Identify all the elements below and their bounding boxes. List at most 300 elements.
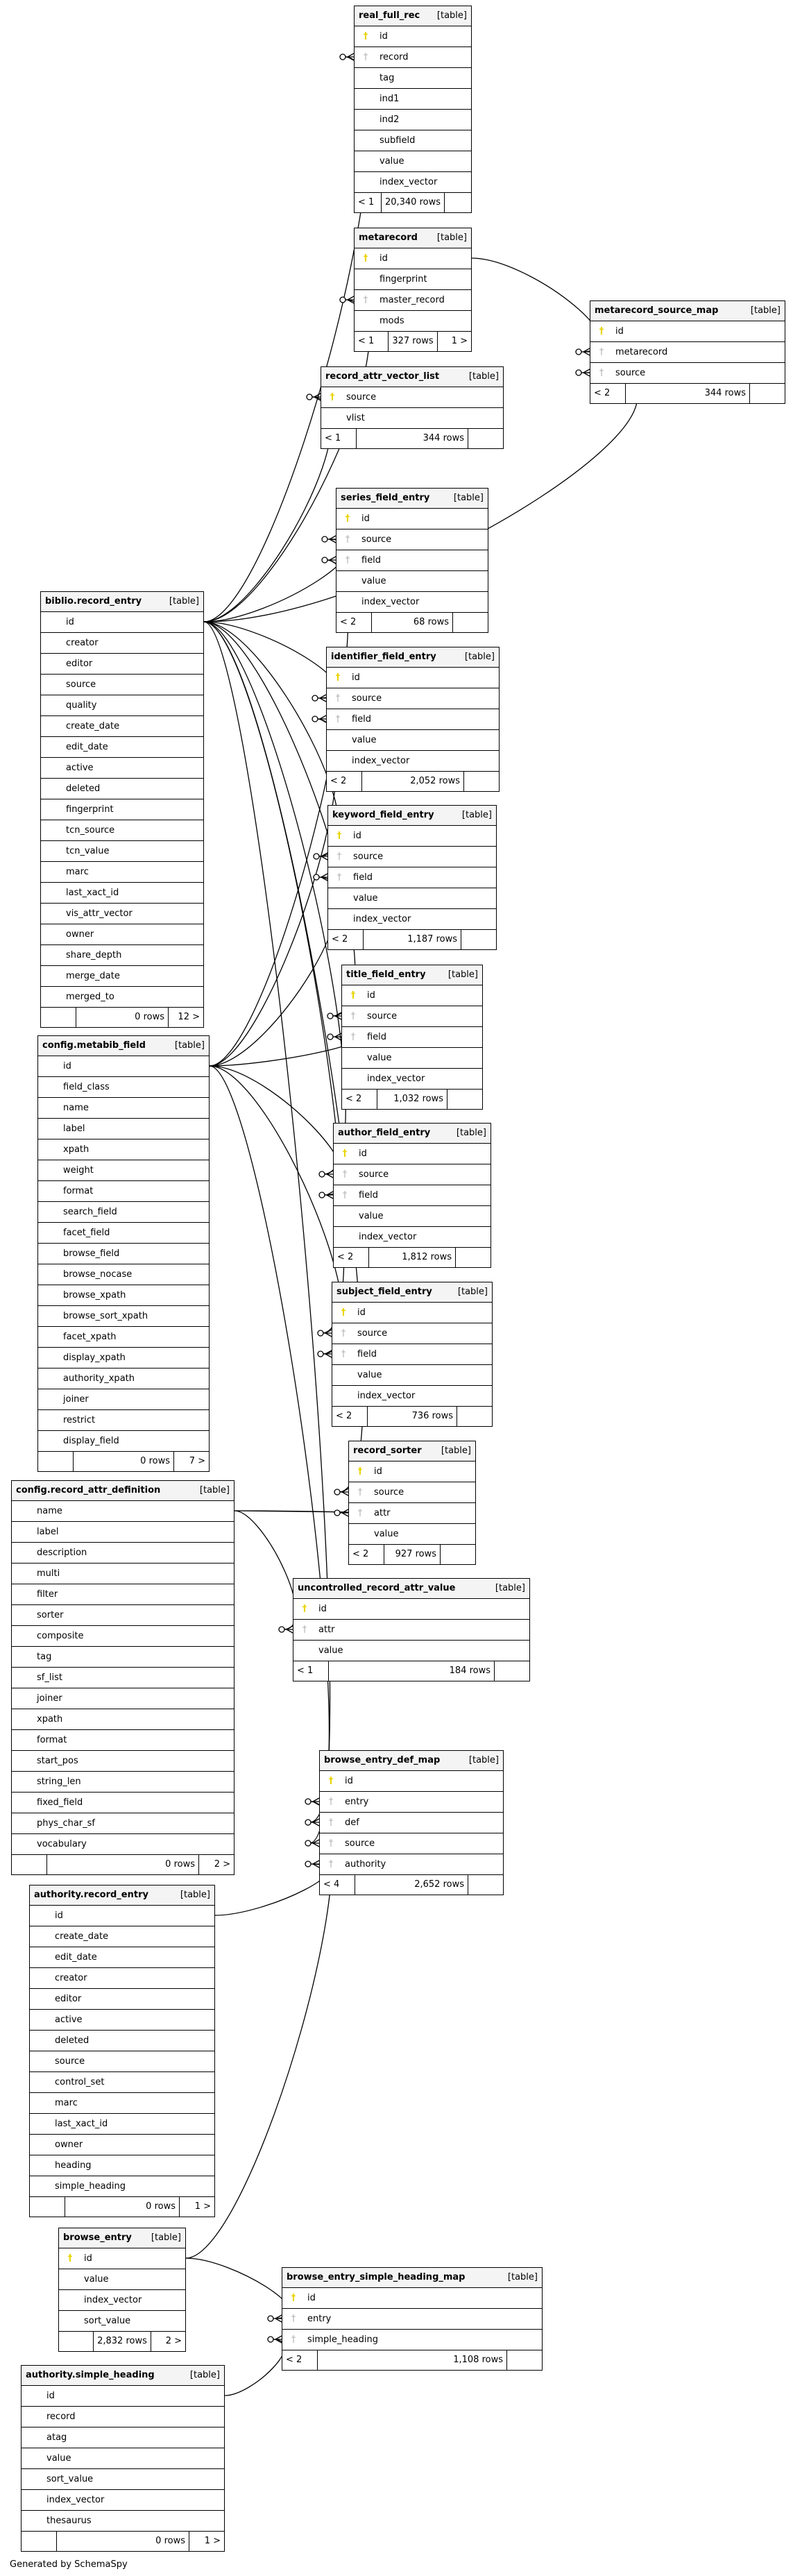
column-row[interactable] bbox=[41, 758, 203, 779]
primary-key-icon: † bbox=[363, 31, 368, 42]
table-browse-entry[interactable] bbox=[58, 2228, 186, 2352]
table-uncontrolled-record-attr-value[interactable] bbox=[293, 1578, 530, 1681]
column-row[interactable] bbox=[41, 883, 203, 904]
column-name: description bbox=[37, 1548, 87, 1558]
optional-marker bbox=[312, 695, 318, 701]
column-name: source bbox=[359, 1169, 389, 1180]
optional-marker bbox=[327, 1034, 333, 1040]
column-name: editor bbox=[66, 659, 93, 669]
relationship-line bbox=[210, 877, 339, 1066]
column-row[interactable] bbox=[349, 1482, 475, 1503]
parents-count: < 2 bbox=[590, 384, 626, 403]
table-footer bbox=[59, 2332, 185, 2351]
column-row[interactable] bbox=[334, 1185, 491, 1206]
optional-marker bbox=[334, 1489, 340, 1495]
column-row[interactable] bbox=[22, 2427, 224, 2448]
foreign-key-icon: † bbox=[335, 714, 341, 724]
column-name: label bbox=[63, 1124, 85, 1134]
table-identifier-field-entry[interactable] bbox=[326, 647, 500, 792]
column-row[interactable] bbox=[38, 1264, 209, 1285]
column-row[interactable] bbox=[355, 47, 471, 68]
column-name: id bbox=[66, 617, 74, 627]
relationship-line bbox=[186, 2258, 290, 2319]
column-row[interactable] bbox=[349, 1461, 475, 1482]
column-row[interactable] bbox=[12, 1688, 234, 1709]
column-name: field bbox=[357, 1349, 377, 1359]
column-row[interactable] bbox=[41, 695, 203, 716]
column-row[interactable] bbox=[328, 909, 496, 930]
column-name: index_vector bbox=[357, 1391, 416, 1401]
column-row[interactable] bbox=[342, 1069, 482, 1090]
table-name: real_full_rec bbox=[359, 10, 420, 21]
column-row[interactable] bbox=[30, 1906, 214, 1926]
table-footer bbox=[12, 1855, 234, 1874]
column-row[interactable] bbox=[41, 716, 203, 737]
column-row[interactable] bbox=[22, 2490, 224, 2511]
table-name: identifier_field_entry bbox=[331, 652, 436, 662]
column-name: edit_date bbox=[66, 742, 108, 752]
table-real-full-rec[interactable] bbox=[354, 6, 472, 213]
table-authority-record-entry[interactable] bbox=[29, 1885, 215, 2217]
column-row[interactable] bbox=[12, 1647, 234, 1668]
table-header bbox=[328, 806, 496, 826]
column-row[interactable] bbox=[590, 363, 785, 384]
column-name: value bbox=[367, 1053, 392, 1063]
column-row[interactable] bbox=[12, 1626, 234, 1647]
column-row[interactable] bbox=[334, 1227, 491, 1248]
table-metarecord-source-map[interactable] bbox=[590, 300, 785, 404]
column-name: format bbox=[37, 1735, 67, 1745]
column-row[interactable] bbox=[332, 1344, 492, 1365]
column-name: deleted bbox=[66, 783, 101, 794]
column-row[interactable] bbox=[282, 2330, 542, 2350]
table-type-label: [table] bbox=[456, 1128, 486, 1138]
column-name: creator bbox=[55, 1973, 87, 1983]
table-name: subject_field_entry bbox=[336, 1287, 432, 1297]
column-row[interactable] bbox=[12, 1584, 234, 1605]
table-name: browse_entry_def_map bbox=[324, 1755, 441, 1765]
column-name: create_date bbox=[66, 721, 120, 731]
column-row[interactable] bbox=[38, 1056, 209, 1077]
table-header bbox=[30, 1886, 214, 1906]
optional-marker bbox=[305, 1820, 311, 1825]
column-row[interactable] bbox=[12, 1543, 234, 1564]
primary-key-icon: † bbox=[330, 392, 335, 402]
column-row[interactable] bbox=[59, 2248, 185, 2269]
column-row[interactable] bbox=[336, 571, 488, 592]
table-type-label: [table] bbox=[464, 652, 495, 662]
relationship-line bbox=[210, 719, 337, 1066]
column-name: fixed_field bbox=[37, 1797, 83, 1808]
table-subject-field-entry[interactable] bbox=[332, 1282, 493, 1427]
column-row[interactable] bbox=[332, 1303, 492, 1323]
table-type-label: [table] bbox=[169, 596, 199, 607]
table-type-label: [table] bbox=[174, 1040, 205, 1051]
column-row[interactable] bbox=[328, 847, 496, 867]
optional-marker bbox=[576, 370, 581, 375]
primary-key-icon: † bbox=[599, 326, 604, 337]
column-name: display_field bbox=[63, 1436, 119, 1446]
column-row[interactable] bbox=[30, 2155, 214, 2176]
column-row[interactable] bbox=[12, 1709, 234, 1730]
table-footer bbox=[38, 1452, 209, 1471]
foreign-key-icon: † bbox=[335, 693, 341, 704]
table-type-label: [table] bbox=[461, 810, 492, 820]
column-row[interactable] bbox=[12, 1751, 234, 1772]
table-config-record-attr-definition[interactable] bbox=[11, 1480, 235, 1875]
column-row[interactable] bbox=[38, 1431, 209, 1452]
column-row[interactable] bbox=[30, 2072, 214, 2093]
column-name: label bbox=[37, 1527, 59, 1537]
foreign-key-icon: † bbox=[350, 1032, 356, 1042]
table-header bbox=[349, 1441, 475, 1461]
column-row[interactable] bbox=[336, 509, 488, 529]
column-row[interactable] bbox=[38, 1327, 209, 1348]
column-row[interactable] bbox=[334, 1164, 491, 1185]
table-type-label: [table] bbox=[468, 1755, 499, 1765]
column-row[interactable] bbox=[328, 826, 496, 847]
row-count: 1,812 rows bbox=[369, 1248, 456, 1267]
column-row[interactable] bbox=[38, 1160, 209, 1181]
children-count bbox=[461, 930, 496, 949]
column-row[interactable] bbox=[12, 1522, 234, 1543]
column-name: entry bbox=[345, 1797, 369, 1807]
column-row[interactable] bbox=[328, 888, 496, 909]
column-row[interactable] bbox=[349, 1524, 475, 1545]
column-row[interactable] bbox=[327, 709, 499, 730]
table-author-field-entry[interactable] bbox=[333, 1123, 491, 1268]
column-name: owner bbox=[66, 929, 94, 940]
table-name: series_field_entry bbox=[341, 493, 430, 503]
column-row[interactable] bbox=[293, 1620, 529, 1641]
table-config-metabib-field[interactable] bbox=[37, 1035, 210, 1472]
column-name: source bbox=[361, 534, 392, 545]
children-count bbox=[456, 1248, 491, 1267]
table-header bbox=[590, 301, 785, 321]
table-header bbox=[336, 489, 488, 509]
optional-marker bbox=[305, 1840, 311, 1846]
column-name: source bbox=[66, 679, 96, 690]
column-row[interactable] bbox=[282, 2288, 542, 2309]
column-row[interactable] bbox=[38, 1368, 209, 1389]
column-row[interactable] bbox=[590, 321, 785, 342]
column-row[interactable] bbox=[355, 89, 471, 110]
table-name: author_field_entry bbox=[338, 1128, 431, 1138]
column-row[interactable] bbox=[22, 2448, 224, 2469]
table-type-label: [table] bbox=[453, 493, 484, 503]
column-row[interactable] bbox=[38, 1244, 209, 1264]
table-browse-entry-simple-heading-map[interactable] bbox=[282, 2267, 543, 2371]
column-row[interactable] bbox=[41, 987, 203, 1008]
column-row[interactable] bbox=[282, 2309, 542, 2330]
column-row[interactable] bbox=[320, 1771, 503, 1792]
children-count bbox=[445, 193, 471, 212]
children-count: 2 > bbox=[214, 1859, 230, 1870]
row-count: 0 rows bbox=[47, 1855, 199, 1874]
column-row[interactable] bbox=[30, 2051, 214, 2072]
column-row[interactable] bbox=[327, 751, 499, 772]
column-row[interactable] bbox=[41, 633, 203, 654]
column-name: phys_char_sf bbox=[37, 1818, 96, 1829]
children-count bbox=[468, 1875, 503, 1895]
column-name: id bbox=[361, 514, 370, 524]
column-row[interactable] bbox=[320, 1854, 503, 1875]
column-row[interactable] bbox=[355, 311, 471, 332]
parents-count: < 2 bbox=[334, 1248, 369, 1267]
column-row[interactable] bbox=[38, 1139, 209, 1160]
column-row[interactable] bbox=[38, 1202, 209, 1223]
table-metarecord[interactable] bbox=[354, 228, 472, 352]
column-row[interactable] bbox=[355, 151, 471, 172]
table-header bbox=[332, 1282, 492, 1303]
column-row[interactable] bbox=[349, 1503, 475, 1524]
column-row[interactable] bbox=[38, 1181, 209, 1202]
column-row[interactable] bbox=[22, 2407, 224, 2427]
foreign-key-icon: † bbox=[328, 1838, 334, 1849]
children-count bbox=[457, 1407, 492, 1426]
optional-marker bbox=[327, 1013, 333, 1019]
table-browse-entry-def-map[interactable] bbox=[319, 1750, 504, 1895]
column-row[interactable] bbox=[12, 1564, 234, 1584]
column-row[interactable] bbox=[30, 2176, 214, 2197]
foreign-key-icon: † bbox=[336, 851, 342, 862]
column-row[interactable] bbox=[30, 2093, 214, 2114]
table-footer bbox=[334, 1248, 491, 1267]
column-row[interactable] bbox=[41, 654, 203, 675]
column-name: source bbox=[352, 693, 382, 704]
column-name: xpath bbox=[37, 1714, 63, 1725]
column-row[interactable] bbox=[342, 1048, 482, 1069]
table-keyword-field-entry[interactable] bbox=[327, 805, 497, 950]
column-name: sort_value bbox=[46, 2474, 94, 2484]
column-name: index_vector bbox=[380, 177, 438, 187]
column-row[interactable] bbox=[321, 408, 503, 429]
row-count: 1,032 rows bbox=[377, 1090, 447, 1109]
foreign-key-icon: † bbox=[336, 872, 342, 883]
column-row[interactable] bbox=[332, 1323, 492, 1344]
column-name: browse_xpath bbox=[63, 1290, 126, 1300]
column-name: format bbox=[63, 1186, 94, 1196]
column-name: value bbox=[361, 576, 386, 586]
foreign-key-icon: † bbox=[599, 368, 604, 378]
column-row[interactable] bbox=[336, 550, 488, 571]
table-biblio-record-entry[interactable] bbox=[40, 591, 204, 1028]
column-name: attr bbox=[374, 1508, 391, 1518]
column-name: id bbox=[615, 326, 624, 337]
column-name: facet_xpath bbox=[63, 1332, 117, 1342]
column-row[interactable] bbox=[355, 172, 471, 193]
column-row[interactable] bbox=[38, 1348, 209, 1368]
table-series-field-entry[interactable] bbox=[336, 488, 488, 633]
column-row[interactable] bbox=[30, 1968, 214, 1989]
column-name: active bbox=[55, 2015, 83, 2025]
column-row[interactable] bbox=[38, 1389, 209, 1410]
column-row[interactable] bbox=[12, 1730, 234, 1751]
foreign-key-icon: † bbox=[357, 1487, 363, 1498]
parents-count: < 1 bbox=[355, 193, 382, 212]
column-row[interactable] bbox=[320, 1813, 503, 1833]
children-count: 1 > bbox=[194, 2201, 211, 2212]
column-name: value bbox=[84, 2274, 109, 2285]
column-row[interactable] bbox=[342, 1006, 482, 1027]
column-row[interactable] bbox=[38, 1306, 209, 1327]
column-row[interactable] bbox=[22, 2511, 224, 2532]
column-row[interactable] bbox=[321, 387, 503, 408]
table-footer bbox=[355, 193, 471, 212]
column-row[interactable] bbox=[38, 1077, 209, 1098]
column-row[interactable] bbox=[327, 730, 499, 751]
column-row[interactable] bbox=[59, 2290, 185, 2311]
table-title-field-entry[interactable] bbox=[341, 965, 483, 1110]
column-name: sorter bbox=[37, 1610, 64, 1620]
optional-marker bbox=[314, 854, 319, 859]
table-footer bbox=[41, 1008, 203, 1027]
table-type-label: [table] bbox=[468, 371, 499, 382]
column-row[interactable] bbox=[41, 904, 203, 924]
table-footer bbox=[321, 429, 503, 448]
column-row[interactable] bbox=[41, 779, 203, 799]
column-row[interactable] bbox=[30, 2010, 214, 2031]
column-row[interactable] bbox=[293, 1599, 529, 1620]
primary-key-icon: † bbox=[341, 1307, 346, 1318]
column-row[interactable] bbox=[59, 2269, 185, 2290]
column-name: index_vector bbox=[359, 1232, 417, 1242]
foreign-key-icon: † bbox=[328, 1859, 334, 1870]
optional-marker bbox=[307, 394, 312, 400]
column-row[interactable] bbox=[41, 966, 203, 987]
column-row[interactable] bbox=[22, 2386, 224, 2407]
column-name: merged_to bbox=[66, 992, 114, 1002]
children-count: 2 > bbox=[165, 2336, 182, 2346]
column-row[interactable] bbox=[12, 1793, 234, 1813]
column-row[interactable] bbox=[355, 68, 471, 89]
table-name: browse_entry bbox=[63, 2232, 132, 2243]
column-name: attr bbox=[318, 1625, 335, 1635]
column-row[interactable] bbox=[355, 269, 471, 290]
column-row[interactable] bbox=[38, 1098, 209, 1119]
row-count: 1,187 rows bbox=[364, 930, 461, 949]
column-row[interactable] bbox=[328, 867, 496, 888]
optional-marker bbox=[319, 1171, 325, 1177]
table-footer bbox=[328, 930, 496, 949]
column-row[interactable] bbox=[293, 1641, 529, 1661]
foreign-key-icon: † bbox=[599, 347, 604, 357]
column-name: value bbox=[357, 1370, 382, 1380]
column-row[interactable] bbox=[355, 130, 471, 151]
foreign-key-icon: † bbox=[350, 1011, 356, 1022]
column-row[interactable] bbox=[30, 2135, 214, 2155]
parents-count: < 2 bbox=[332, 1407, 368, 1426]
column-row[interactable] bbox=[22, 2469, 224, 2490]
column-row[interactable] bbox=[38, 1285, 209, 1306]
column-row[interactable] bbox=[12, 1834, 234, 1855]
optional-marker bbox=[319, 1192, 325, 1198]
table-record-attr-vector-list[interactable] bbox=[321, 366, 504, 449]
column-row[interactable] bbox=[38, 1410, 209, 1431]
table-record-sorter[interactable] bbox=[348, 1441, 476, 1565]
relationship-line bbox=[210, 1066, 343, 1354]
column-row[interactable] bbox=[320, 1833, 503, 1854]
column-row[interactable] bbox=[38, 1223, 209, 1244]
column-row[interactable] bbox=[30, 2031, 214, 2051]
table-authority-simple-heading[interactable] bbox=[21, 2365, 225, 2552]
column-row[interactable] bbox=[30, 1926, 214, 1947]
column-name: ind1 bbox=[380, 94, 400, 104]
column-name: field bbox=[367, 1032, 387, 1042]
column-row[interactable] bbox=[334, 1144, 491, 1164]
column-row[interactable] bbox=[30, 1947, 214, 1968]
column-row[interactable] bbox=[38, 1119, 209, 1139]
column-row[interactable] bbox=[327, 668, 499, 688]
column-row[interactable] bbox=[355, 290, 471, 311]
column-name: source bbox=[367, 1011, 398, 1022]
column-row[interactable] bbox=[332, 1365, 492, 1386]
column-row[interactable] bbox=[12, 1813, 234, 1834]
column-name: id bbox=[359, 1149, 367, 1159]
column-row[interactable] bbox=[12, 1501, 234, 1522]
column-row[interactable] bbox=[334, 1206, 491, 1227]
column-row[interactable] bbox=[41, 945, 203, 966]
column-row[interactable] bbox=[41, 612, 203, 633]
column-row[interactable] bbox=[12, 1605, 234, 1626]
table-header bbox=[334, 1124, 491, 1144]
column-row[interactable] bbox=[41, 820, 203, 841]
foreign-key-icon: † bbox=[363, 295, 368, 305]
column-row[interactable] bbox=[332, 1386, 492, 1407]
column-row[interactable] bbox=[41, 841, 203, 862]
column-row[interactable] bbox=[41, 799, 203, 820]
column-row[interactable] bbox=[355, 248, 471, 269]
column-row[interactable] bbox=[41, 862, 203, 883]
column-name: index_vector bbox=[352, 756, 410, 766]
column-name: vis_attr_vector bbox=[66, 908, 133, 919]
column-row[interactable] bbox=[355, 110, 471, 130]
column-row[interactable] bbox=[590, 342, 785, 363]
column-name: metarecord bbox=[615, 347, 668, 357]
column-row[interactable] bbox=[12, 1772, 234, 1793]
column-row[interactable] bbox=[320, 1792, 503, 1813]
parents-count bbox=[41, 1008, 76, 1027]
foreign-key-icon: † bbox=[328, 1797, 334, 1807]
column-row[interactable] bbox=[41, 675, 203, 695]
column-row[interactable] bbox=[30, 2114, 214, 2135]
optional-marker bbox=[318, 1330, 323, 1336]
parents-count bbox=[38, 1452, 74, 1471]
column-row[interactable] bbox=[41, 737, 203, 758]
column-name: sf_list bbox=[37, 1672, 62, 1683]
optional-marker bbox=[318, 1351, 323, 1357]
table-footer bbox=[30, 2197, 214, 2217]
column-name: id bbox=[367, 990, 375, 1001]
column-row[interactable] bbox=[355, 26, 471, 47]
column-row[interactable] bbox=[41, 924, 203, 945]
column-name: def bbox=[345, 1817, 359, 1828]
table-footer bbox=[590, 384, 785, 403]
column-name: entry bbox=[307, 2314, 332, 2324]
column-row[interactable] bbox=[342, 1027, 482, 1048]
optional-marker bbox=[314, 874, 319, 880]
column-row[interactable] bbox=[12, 1668, 234, 1688]
column-row[interactable] bbox=[342, 985, 482, 1006]
column-row[interactable] bbox=[336, 529, 488, 550]
column-name: tcn_source bbox=[66, 825, 115, 836]
column-name: quality bbox=[66, 700, 97, 711]
row-count: 0 rows bbox=[76, 1008, 169, 1027]
column-row[interactable] bbox=[59, 2311, 185, 2332]
column-row[interactable] bbox=[336, 592, 488, 613]
column-row[interactable] bbox=[30, 1989, 214, 2010]
column-row[interactable] bbox=[327, 688, 499, 709]
